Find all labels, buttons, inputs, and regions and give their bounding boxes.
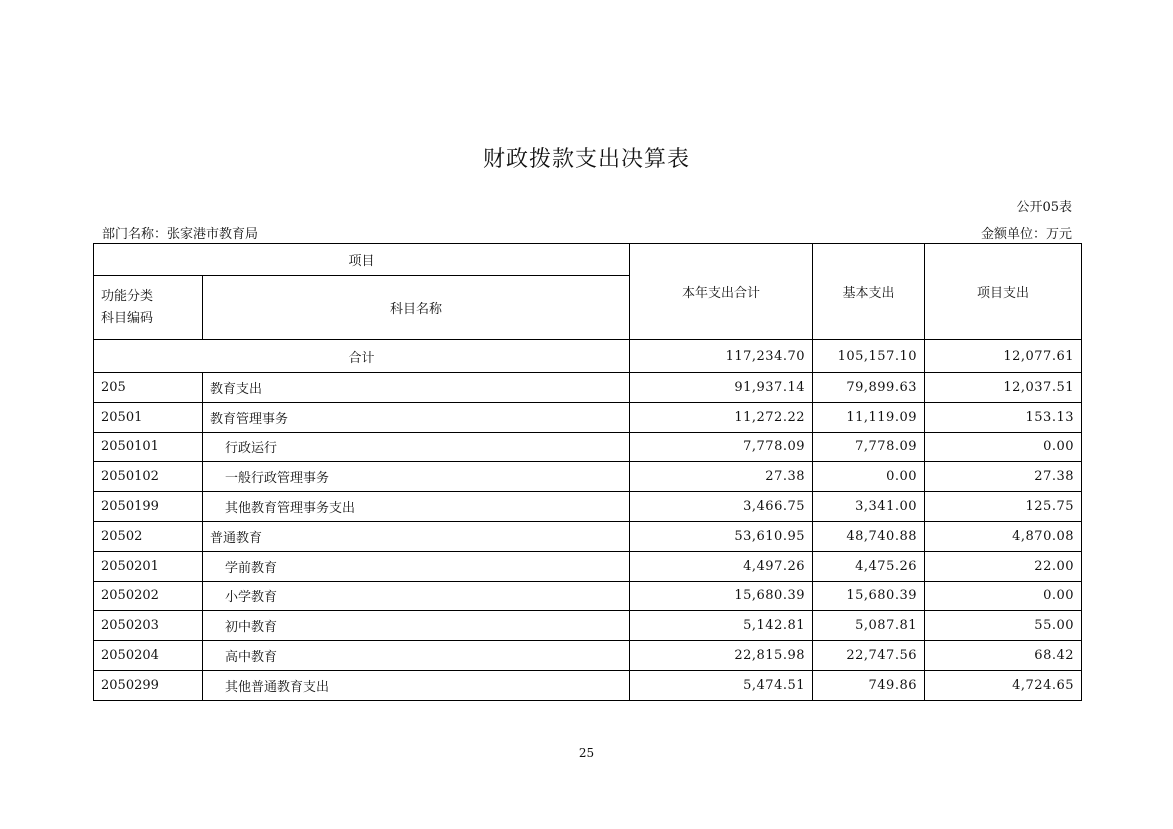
table-row [94, 462, 1082, 492]
code-cell: 2050204 [94, 641, 203, 671]
total-cell: 11,272.22 [630, 402, 813, 432]
project-cell: 27.38 [925, 462, 1082, 492]
header-func-code-line1: 功能分类 [101, 288, 154, 304]
project-cell: 4,870.08 [925, 521, 1082, 551]
project-cell: 0.00 [925, 581, 1082, 611]
code-cell: 2050203 [94, 611, 203, 641]
total-cell: 15,680.39 [630, 581, 813, 611]
amount-unit-label: 金额单位：万元 [980, 227, 1072, 242]
total-cell: 27.38 [630, 462, 813, 492]
project-cell: 22.00 [925, 551, 1082, 581]
table-row [94, 670, 1082, 700]
header-total: 本年支出合计 [630, 244, 813, 340]
basic-cell: 0.00 [813, 462, 925, 492]
basic-cell: 79,899.63 [813, 373, 925, 403]
name-cell: 学前教育 [203, 551, 630, 581]
code-cell: 2050299 [94, 670, 203, 700]
project-cell: 0.00 [925, 432, 1082, 462]
project-cell: 68.42 [925, 641, 1082, 671]
sum-total: 117,234.70 [630, 340, 813, 373]
table-row [94, 521, 1082, 551]
basic-cell: 4,475.26 [813, 551, 925, 581]
basic-cell: 22,747.56 [813, 641, 925, 671]
report-title: 财政拨款支出决算表 [482, 147, 690, 172]
name-cell: 行政运行 [203, 432, 630, 462]
table-row [94, 551, 1082, 581]
code-cell: 20502 [94, 521, 203, 551]
table-row [94, 611, 1082, 641]
total-cell: 4,497.26 [630, 551, 813, 581]
project-cell: 55.00 [925, 611, 1082, 641]
project-cell: 153.13 [925, 402, 1082, 432]
table-row [94, 373, 1082, 403]
expenditure-table [93, 243, 1082, 701]
header-subject-name: 科目名称 [203, 276, 630, 340]
name-cell: 其他教育管理事务支出 [203, 492, 630, 522]
project-cell: 125.75 [925, 492, 1082, 522]
name-cell: 其他普通教育支出 [203, 670, 630, 700]
table-row [94, 432, 1082, 462]
basic-cell: 749.86 [813, 670, 925, 700]
basic-cell: 7,778.09 [813, 432, 925, 462]
project-cell: 4,724.65 [925, 670, 1082, 700]
code-cell: 2050201 [94, 551, 203, 581]
name-cell: 小学教育 [203, 581, 630, 611]
project-cell: 12,037.51 [925, 373, 1082, 403]
code-cell: 205 [94, 373, 203, 403]
basic-cell: 11,119.09 [813, 402, 925, 432]
total-cell: 7,778.09 [630, 432, 813, 462]
table-row [94, 581, 1082, 611]
code-cell: 2050101 [94, 432, 203, 462]
form-number: 公开05表 [1016, 200, 1072, 215]
name-cell: 教育管理事务 [203, 402, 630, 432]
code-cell: 20501 [94, 402, 203, 432]
total-cell: 3,466.75 [630, 492, 813, 522]
name-cell: 普通教育 [203, 521, 630, 551]
name-cell: 高中教育 [203, 641, 630, 671]
sum-basic: 105,157.10 [813, 340, 925, 373]
code-cell: 2050102 [94, 462, 203, 492]
code-cell: 2050199 [94, 492, 203, 522]
name-cell: 一般行政管理事务 [203, 462, 630, 492]
header-project: 项目支出 [925, 244, 1082, 340]
basic-cell: 15,680.39 [813, 581, 925, 611]
name-cell: 教育支出 [203, 373, 630, 403]
sum-row [94, 340, 1082, 373]
sum-label: 合计 [94, 340, 630, 373]
total-cell: 53,610.95 [630, 521, 813, 551]
table-row [94, 641, 1082, 671]
basic-cell: 3,341.00 [813, 492, 925, 522]
total-cell: 91,937.14 [630, 373, 813, 403]
code-cell: 2050202 [94, 581, 203, 611]
department-label: 部门名称：张家港市教育局 [102, 227, 259, 242]
total-cell: 5,142.81 [630, 611, 813, 641]
header-func-code [94, 276, 203, 340]
total-cell: 5,474.51 [630, 670, 813, 700]
sum-project: 12,077.61 [925, 340, 1082, 373]
header-row-1 [94, 244, 1082, 276]
basic-cell: 5,087.81 [813, 611, 925, 641]
basic-cell: 48,740.88 [813, 521, 925, 551]
table-row [94, 402, 1082, 432]
name-cell: 初中教育 [203, 611, 630, 641]
page-number: 25 [578, 746, 595, 760]
header-item: 项目 [94, 244, 630, 276]
total-cell: 22,815.98 [630, 641, 813, 671]
header-basic: 基本支出 [813, 244, 925, 340]
table-row [94, 492, 1082, 522]
header-func-code-line2: 科目编码 [101, 310, 154, 326]
